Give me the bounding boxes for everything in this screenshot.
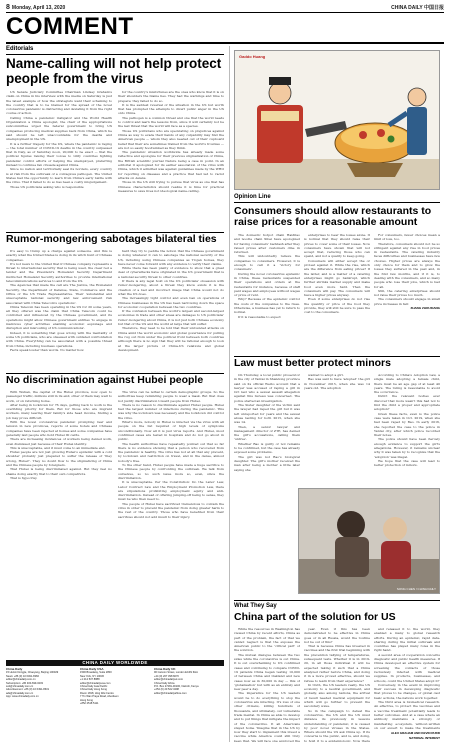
contact-line: +44 (0) 207 398 8270: [154, 674, 179, 678]
paragraph: There are increasing incidences of workers being denied work, even dismissed just because of their Hubei identity.: [6, 437, 112, 446]
paragraph: It is unacceptable. Per the Constitution: Do the Labor Law, Labor Contract Law and the Employment Promotion Law, there are stipulations prohibiting employment equity and anti-discrimination. Instead of offering jumping-off being to sense, they must be who then need to.: [118, 480, 224, 502]
what-they-say-label: What They Say: [234, 603, 277, 609]
contact-line: 90 Cannon Street, London EC4N 6HA: [154, 671, 198, 675]
paragraph: year. Even if this has been demonstrated to be effective in China goes or in all Russia, would the routine not be out of this?: [304, 627, 370, 644]
contact-column: [6, 668, 76, 699]
byline: NATIONAL INTEREST: [409, 736, 440, 740]
contact-line: +254 (0) 20 522 3498: [154, 688, 179, 692]
column-divider: [229, 46, 230, 742]
paragraph: Hubei people are not just growing Hubei's epidemic with a cold shoulder probably just prepared to suffer the release of 'they wrong, Hubei!'. They no doubt flow to the stigmatizing of China and the Chinese people by foreigners.: [6, 450, 112, 468]
paragraph: On Thursday, a local public prosecutor in the city of Yantai in Shandong province said on its official Weibo account that a lawyer was accused of raping a girl in Oct last who a sexual assault allegation against this bureau was concerned. The police started an investigation.: [234, 373, 300, 403]
section-rule: [6, 42, 444, 44]
paragraph: That is because China has invested in vaccines and the first trial beginning with the prevention tallying of temperatures, subsequent tests. Whether it is in 2019-20, in all those individual it will be expected taking it such that a China analyzed rather before China, and doing it in a more proved effective, should we refuse to learn from their experience?: [304, 644, 370, 683]
paragraph: The increasingly tight control and even ban on operations of Chinese businesses in the US has been narrowing down the space for economic cooperation between the two countries.: [118, 296, 224, 309]
paragraph: Those US politicians who are speculating on prejudices against China as way to evade their hands of any culpability may find the American people — whom they also needed out of their cupboard belief that their are sometimes trained from the world's troubles — are not so easily hoodwinked as they think.: [118, 128, 224, 150]
paragraph: US Senate Judiciary Committee Chairman Lindsey Graham's claim on China in his interview with the media on Saturday is just the latest example of how the strategists want their scheming to the country that is to be blamed for the spread of the novel coronavirus pandemic is distracting and deviating it from the right course of action.: [6, 90, 112, 116]
photo-credit: SONG CHEN / CHINA DAILY: [396, 587, 436, 591]
paragraph: Given these facts, even is the police case were taken in Oct. 2019, when she had been raped by Bao. In early 2016, she reported the case to the police in Yantai city, after which police recorded their notes.: [374, 411, 440, 438]
opinion-line-label: Opinion Line: [234, 194, 271, 200]
paragraph: enterprises to bear the losses alone. It is normal that they should raise their prices to cover some of their losses. Now consumers have shown that will not accept that, reducing those who can spend, and not a quality to keep going.: [304, 233, 370, 259]
contact-line: Hong Kong: [80, 698, 93, 702]
contact-line: sub@chinadaily.com.cn: [6, 685, 34, 689]
paragraph: Calling China a pandemic instigator and the World Health Organization a China apologist, the chair of the appropriations subcommittee urged the federal government to bring US companies producing medical supplies back from China, which he said should be left unaccountable for the deaths and unemployment in the US.: [6, 115, 112, 142]
contact-line: editor@chinadailyusa.com: [80, 681, 111, 685]
opinion-headline-1: Consumers should allow restaurants to raise prices for a reasonable amount: [234, 205, 432, 229]
opinion-rule: [234, 202, 440, 203]
paragraph: Therefore, consumers should not be so stringent against any rise in food prices in restaurants. The catering industry faces difficulties and businesses have few choices. Higher prices are always the only choice for them and to grow the losses they suffered in the past and, in the first few months, and if it is, to dealing with the consumers, and so many people who lose their jobs, which is bad for all.: [374, 241, 440, 289]
paragraph: So in the campaign to defeat the coronavirus, the US and the US must distance its previously in lessons understanding of pandemic, it is caused by poor novel viruses in the States. Where should the US ask China up. If its concerns is the public, and is, and doing, to hold it to a epidemiologic. Now there: [304, 708, 370, 742]
paragraph: It's not news to the United that if Chinese company represents a threat to international security that is being used, the clear red a tender and the President's Homeland Security Department instructed Homeland Security authorities to provide international telecommunications services to and from the US.: [6, 261, 112, 284]
contact-line: China Daily Asia Pacific: [80, 685, 108, 689]
paragraph: The Sister daughter of the victim said the lawyer had raped the girl but it was left unreported for years and the sexual abuse lasting for both 2015, when she was 14.: [234, 403, 300, 425]
paragraph: wanted to adopt a girl.: [308, 373, 344, 377]
paragraph: Then, a senior lawyer and management director of ZTE, has denied the girl's accusations, calling them 'untrue'.: [234, 424, 300, 442]
paragraph: It is the saddest reversal of the situation in the US but worth that has prompted the attempts to divert public anger in the US onto China.: [118, 102, 224, 116]
opinion-3-col-2: [304, 627, 370, 742]
photo-image: [299, 489, 440, 594]
contact-line: P.O. Box 27281-00100, Nairobi, Kenya: [154, 685, 199, 689]
contact-column: [154, 668, 224, 695]
contact-line: ads@chinadaily.com.cn: [6, 691, 34, 695]
contact-line: +852 2518 5111: [80, 702, 99, 706]
editorials-rule: [6, 54, 224, 55]
paragraph: Why? Because of the epidemic control the costs of the companies to the rises. Otherwise, a business has yet to return to normal.: [234, 297, 300, 315]
paragraph: The girl was not Bao's biological daughter. The girl's mother received the man after being a mother a little later saying she: [234, 454, 300, 472]
paragraph: Therefore, they need to be told that their unfounded attacks on China amid the world economic and global governance for pulling the rug out from under the political front between both countries although there is no sign that they will be rational enough to look at the larger picture of China-US relations and global development.: [118, 326, 224, 352]
contact-title: China Daily UK: [154, 667, 176, 671]
editorial-cartoon: [234, 50, 440, 190]
editorial-2-col-1: [6, 249, 112, 370]
editorial-1-col-2: [118, 90, 224, 229]
cartoon-credit: Gaddo Huang: [239, 54, 266, 59]
paragraph: What's more, nobody in Hubei is infected via the virus with all people on the list required of high levels of symptoms unconditionally. Now all it is just virus reports. And Hubei, most confirmed cases are tested in hospitals and do not go about in public.: [118, 420, 224, 442]
contact-column: [80, 668, 150, 705]
editorial-headline-1: Name-calling will not help protect people from the virus: [6, 56, 222, 86]
paragraph: It is a further tragedy for the US, where the pandemic is raging — the total number of COVID-19 deaths in the country surpassed that in Italy, as of Saturday noon, 20,000 to be exact — that the political figures raising their voices to vilify countries fighting pandemic control efforts or helping the unemployed, preferring instead to continue fan crusade against China.: [6, 141, 112, 168]
paragraph: The Agencies that made the call are The Justice, the Homeland Security, the Department of Defense, State, Commerce and the Office of the US Trade Representative. Their 'substantial and unacceptable national security and law enforcement risk associated with China Telecom's operations'.: [6, 283, 112, 305]
paragraph: A second area of cooperation concerns diagnostic and public health measures. If China developed an effective system for screening the contacts of those reclusively infected with medical supplies. In products, businesses, and schools, could the United States adopt it?: [374, 652, 440, 683]
paragraph: To the other hand, Hubei people have made a huge sacrifice to the Chinese people by confronting the outbreak. We talk from ourselves, so no such issue more so, even, since the discrimination.: [118, 463, 224, 480]
paragraph: It's easy to trump up a charge against someone. And this is exactly what the United States is doing in its witch hunt of Chinese companies.: [6, 249, 112, 262]
paragraph: China Telecom has been operating in the US for 20 some years, all they offered was the claim that China Telecom could be controlled and influenced by the Chinese government, and its operations might allow Chinese government entities 'to engage in malicious cyber activities enabling economic espionage and disruption and misrouting of US communications'.: [6, 304, 112, 331]
editorial-3-col-1: [6, 390, 112, 656]
paragraph: According to China's Adoption Law, a single male adopting a female child, there must be an age gap of at least 40 years. The ruling is reasonable to avoid the occurrence.: [374, 373, 440, 395]
contact-line: editor@chinadailyafrica.com: [154, 691, 187, 695]
news-photo: [298, 488, 440, 594]
editorial-1-col-1: [6, 90, 112, 229]
paragraph: In truth, the US leaders really, the US economy to a neutral government, and globally, also among nations, the arrival of result needed medical equipment for which will go further to prevent the secondary wave.: [304, 682, 370, 709]
issue-date: Monday, April 13, 2020: [11, 5, 66, 11]
contact-line: Room 1818, Hing Wai Centre: [80, 691, 114, 695]
paragraph: The third area is biomedical research. An effective, to protect the vaccines and a vaccine treatment potentially leads to better outcomes. And at a case where an antibody maintains a strongly or manifesting ecosystem, without-written on our expert to make the treatments: [374, 700, 440, 729]
masthead: [6, 3, 444, 12]
paragraph: If there is any legal hold on the US politicians' obsession with rumor-mongering, about a threat they know exists it is the creation of a bad and incorrect image that China would not do what the US does.: [118, 279, 224, 296]
paragraph: hard they try to peddle the notion that the Chinese government is doing whatever it can to sabotage the national security of the US, including using Chinese companies as Trojan horses, they have never come forward with any evidence to verify their claims.: [118, 249, 224, 266]
paragraph: During the novel coronavirus epidemic in China, these restaurants suspended their operations and orders at the restaurants for instance, because of staff paid wages and employees without wages or price of rent.: [234, 271, 300, 298]
opinion-2-col-3: [374, 373, 440, 485]
contact-title: China Daily: [6, 667, 23, 671]
paragraph: While there has been plenty of evidence to show that a great deal of cyberattacks have originated in the US government that is a national security threat to other countries.: [118, 266, 224, 279]
contact-line: 15 Huixin Dongjie, Chaoyang, Beijing 100029: [6, 671, 59, 675]
paragraph: The health authorities have repeatedly pointed out that so far there is no evidence showing that a person who recovered from the pandemic is healthy. The virus has not at all that any prevent, by lockdown and restriction on travel, and in the dense, almost nobody's free.: [118, 441, 224, 463]
paragraph: Since no nation and territorially seal its borders, every country is at risk from the outbreak of a contagious pathogen. The United States had the opportunity to learn from China's early battle with the virus. That it failed to do so has been a costly misjudgement.: [6, 167, 112, 185]
contact-line: News: +86 (0) 10 6491-8366: [6, 674, 39, 678]
editorial-headline-3: No discrimination against Hubei people: [6, 374, 204, 386]
paragraph: Consumers will either accept the or protest against it. While the rise, which are the difference from eating prices? If the latter, and is a matter of a catering enterprises might go bankrupt, which further shrinks market supply and make food even more hard. Then the consumers will pay. The consumers will have a higher prices anyway.: [304, 258, 370, 298]
contact-line: App: www.chinadaily.com.cn: [6, 695, 39, 699]
paragraph: Whether Bao is guilty or not remains to be confirmed, but the case has already exposed some problems.: [234, 441, 300, 455]
contact-line: 7 Tin Wan Praya Road, Aberdeen: [80, 695, 119, 699]
editorials-label: Editorials: [6, 46, 34, 52]
paragraph: The police should have been fiercely enough evidence to support the girl's allegations. However, it remains unclear why it was taken by to recognize that the 'adoption' was illegal.: [374, 437, 440, 459]
contact-title: China Daily USA: [80, 667, 104, 671]
paragraph: The virus can be lethal to certain demographic groups. So the authorities keep reminding people to wear a mask. But that does not justify discrimination toward people from Hubei.: [118, 390, 224, 403]
paragraph: Still, the catering enterprises should not raise their prices too much.: [374, 288, 440, 298]
paragraph: For consumers, fewer choices mean a limit of loss, too.: [374, 233, 440, 242]
divider: [234, 600, 440, 601]
section-title: COMMENT: [6, 13, 134, 40]
paragraph: The pandemic situation worldwide has already made some reflective and apologize for their previous stigmatization of China, the British scientific journal Nature being a case in point. In an editorial it apologized for its earlier association of the virus with China, which it admitted was against guidelines made by the WHO for reporting on diseases and a practice that had led to racist attacks on Asians.: [118, 150, 224, 180]
paragraph: This is unacceptable, and it must come to an immediate end.: [10, 445, 106, 450]
contact-line: +1 212 537 8888: [80, 678, 100, 682]
paragraph: The domestic hotpot chain Haidilao and noodle chain Xibei have apologized for having consumers' backlash after they raised prices after customers dine in returned.: [234, 233, 300, 255]
paragraph: There is no reason to discriminate against Hubei people. Hubei had the largest number of infections during the pandemic. This was why the lockdown was necessary and the lockdown did control the virus.: [118, 402, 224, 420]
paragraph: While the resources in Washington has viewed China by recent efforts, China as part of the problem, the fact of that we cannot neglect is that the exposes the American public to the 'critical part' of the solution.: [234, 627, 300, 653]
paragraph: That is hypocrisy.: [10, 475, 38, 480]
paragraph: The people of Hubei have sacrificed tremendous to contain the virus in order to prevent the pandemic from doing greater harm to the rest of the country. Those who have benefited from their sacrifices should not add insult to their injury.: [118, 501, 224, 519]
opinion-1-col-2: [304, 233, 370, 355]
paragraph: Conversely, in the event in improving their success in developing diagnostic that proves to be changes, or global cast basic actions, the nations work together.: [374, 682, 440, 700]
paragraph: The mutual dialogue between the two sides while the coronavirus is out China. It is out overwhelming to US confirmed cases and continuing to compare COVID-19 patients China began testing 10,000 of between China and Oakland and new cases now as in 30,000 in day — this of 'globalisation' but with as an entirely and new peer a day.: [234, 652, 300, 692]
opinion-3-col-3: [374, 627, 440, 729]
paragraph: Bao was said to have 'adopted' the girl in November 2015, when she was 14 years old. The adoption: [304, 377, 370, 390]
contact-info: [6, 668, 224, 742]
footer-band: CHINA DAILY WORLDWIDE: [6, 660, 224, 666]
paragraph: Those US politicians asking who is responsible: [10, 184, 84, 189]
contact-line: China Daily Africa: [154, 681, 175, 685]
byline-sub: ALEX GRAHAM AND KEVIN RUDD: [390, 731, 440, 735]
opinion-headline-2: Law must better protect minors: [234, 357, 391, 369]
paragraph: Facts speak louder than words. No matter how: [10, 347, 84, 352]
cartoon-illustration: [235, 51, 440, 190]
paragraph: The consumers should engage in small price increases in fair.: [374, 297, 440, 306]
paragraph: If the confusion between the world's largest and second-largest economies in trade and other areas are damages to US politicians' rumor-mongering about China, it is not just both Chinese economy but that of the US and the world at large that will suffer.: [118, 309, 224, 327]
editorial-2-col-2: [118, 249, 224, 370]
contact-line: China Daily Hong Kong: [80, 688, 107, 692]
paragraph: Didn't the relevant bodies ever discover that more wasn't this had not to find the child a proper and appropriate adoption?: [374, 394, 440, 412]
paragraph: and released it to the world, they enabled a many to global research efforts. During an epidemic, rapid data-sharing during the initial outbreak and countries has played many roles in the right hand.: [374, 627, 440, 653]
paragraph: That Hubei is being discriminated against. But they feel no shame doing exactly that to their own compatriots.: [6, 467, 112, 476]
page-number: 8: [6, 4, 10, 11]
editorial-3-col-2: [118, 390, 224, 656]
opinion-3-col-1: [234, 627, 300, 742]
page-info: [6, 4, 65, 11]
contact-line: Advertisement: +86 (0) 10 6491-8631: [6, 688, 50, 692]
byline: ZHANG ZHOUXIANG: [410, 306, 440, 311]
opinion-1-col-1: [234, 233, 300, 355]
paragraph: After being in lockdown for 76 days, getting back to work is the overriding priority for them. But for those who are migrant workers, many leaving their family's side head income, finding a job may prove difficult.: [6, 402, 112, 420]
contact-line: New York, NY 10036: [80, 674, 104, 678]
paper-name: CHINA DAILY 中国日报: [391, 5, 444, 11]
contact-line: Subscription: +86 400-699-0203: [6, 681, 43, 685]
contact-line: editor@chinadailyuk.com: [154, 678, 184, 682]
opinion-2-col-1: [234, 373, 300, 599]
paragraph: With the novel coronavirus pandemic prompting fear and tension in new provinces, reports of some hotels and Chinese companies have been rejected at homes and some companies have generally laid people who hold Hubei ID cards.: [6, 420, 112, 437]
editorial-headline-2: Rumor-mongering sabotages bilateral ties: [6, 233, 217, 245]
paragraph: Even if some enterprises do not rise the quantity or price of the food they provide, they will still be sure to pass the cost to the consumers.: [304, 297, 370, 315]
contact-line: 1500 Broadway, Suite 2800: [80, 671, 112, 675]
opinion-headline-3: China part of the solution for US: [234, 611, 396, 623]
paragraph: This will undoubtedly relieve the companies to consumers. However, it is enough to call it a 'victory for consumers'.: [234, 254, 300, 272]
paragraph: for the country's misfortunes are the ones who know that it is on their shoulders the blame lies. They had the warnings and time to prepare; they failed to do so.: [118, 90, 224, 103]
paragraph: The imperative for the US leaders would be to do everything to stop the coronavirus are infecting. It's loss of one other citizens, killing hundreds of thousands, and ultimately, our vulnerable trade mental. In China as able to develop and to put things that mitigate the impact of the coronavirus. It all Americans stayed home 'Imagine that in the US by now they start to implement this invest a vaccine while America could still truly keep that. We will face one approved the: [234, 691, 300, 742]
paragraph: Those in the US still trying to pursue that virus as one that has Chinese characteristics should realize it is time for practical measures to save lives not ideological name-calling.: [118, 180, 224, 193]
paragraph: With Wuhan, the capital of the Hubei province, now open to passenger traffic, millions still in its end; other of them may wait to work, or on returning home.: [6, 390, 112, 403]
paragraph: If it is reasonable to expect: [238, 314, 281, 319]
paragraph: The pathogen is a common threat and one that the world needs to control and learn the lessons from, since it will certainly not be the last threat that the world will face as a species.: [118, 115, 224, 129]
paragraph: Indeed, it is something that goes wrong with the mentality of some US politicians, who are obsessed with outdated confrontation with China. Everything can be associated with a possible threat from China, including business operations.: [6, 330, 112, 348]
paragraph: We hope that the case will lead to better protection of minors.: [374, 458, 440, 468]
opinion-1-col-3: [374, 233, 440, 355]
opinion-2-col-2: [304, 373, 370, 485]
contact-line: editor@chinadaily.com.cn: [6, 678, 36, 682]
